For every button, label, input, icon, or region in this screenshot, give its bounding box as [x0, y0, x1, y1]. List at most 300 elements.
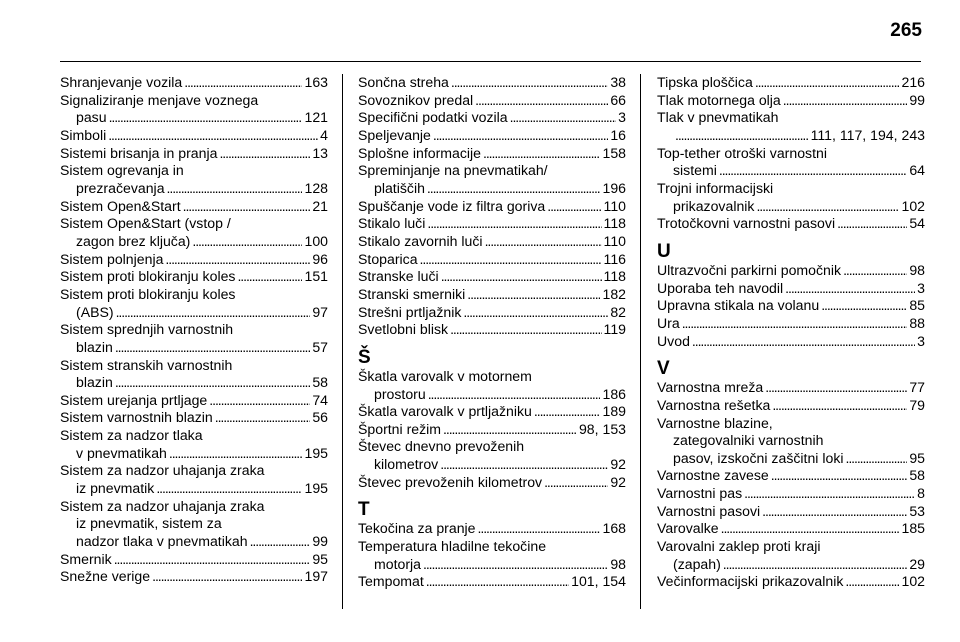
- entry-page-ref: 100: [304, 232, 328, 249]
- index-entry: [657, 397, 925, 415]
- entry-term: v pnevmatikah: [76, 444, 167, 461]
- dot-leader: [721, 520, 900, 538]
- dot-leader: [115, 374, 310, 392]
- dot-leader: [443, 421, 577, 439]
- entry-page-ref: 185: [901, 520, 925, 537]
- page-number: 265: [890, 20, 922, 41]
- entry-term: Sistem proti blokiranju koles: [60, 285, 236, 302]
- entry-line: [358, 538, 626, 556]
- entry-line: [358, 233, 626, 251]
- entry-term: Števec dnevno prevoženih: [358, 438, 525, 455]
- entry-term: Škatla varovalk v prtljažniku: [358, 403, 532, 420]
- index-entry: [657, 503, 925, 521]
- section-letter: U: [657, 240, 671, 262]
- entry-page-ref: 168: [602, 520, 626, 537]
- entry-term: prezračevanja: [76, 179, 165, 196]
- entry-line: [60, 515, 328, 533]
- entry-line: [657, 397, 925, 415]
- entry-line: [358, 74, 626, 92]
- entry-line: [358, 474, 626, 492]
- entry-line: [60, 304, 328, 322]
- entry-line: [657, 215, 925, 233]
- entry-line: [60, 268, 328, 286]
- dot-leader: [692, 333, 915, 351]
- entry-line: [60, 339, 328, 357]
- dot-leader: [114, 551, 311, 569]
- entry-line: [60, 198, 328, 216]
- section-letter: T: [358, 499, 370, 521]
- entry-line: [60, 74, 328, 92]
- entry-page-ref: 151: [304, 268, 328, 285]
- index-entry: [60, 162, 328, 197]
- entry-line: [657, 74, 925, 92]
- entry-line: [657, 538, 925, 556]
- index-entry: [358, 286, 626, 304]
- dot-leader: [772, 397, 907, 415]
- entry-line: [657, 92, 925, 110]
- entry-term: Ultrazvočni parkirni pomočnik: [657, 261, 842, 278]
- entry-term: motorja: [374, 555, 421, 572]
- entry-line: [60, 551, 328, 569]
- entry-term: Sovoznikov predal: [358, 91, 474, 108]
- entry-term: Speljevanje: [358, 126, 431, 143]
- dot-leader: [547, 198, 601, 216]
- dot-leader: [762, 503, 907, 521]
- entry-line: [657, 503, 925, 521]
- entry-line: [657, 162, 925, 180]
- entry-term: Stikalo zavornih luči: [358, 232, 483, 249]
- entry-page-ref: 111, 117, 194, 243: [810, 126, 925, 143]
- entry-term: (zapah): [673, 555, 721, 572]
- entry-line: [657, 556, 925, 574]
- section-letter: Š: [358, 346, 371, 368]
- entry-line: [657, 467, 925, 485]
- entry-page-ref: 95: [312, 550, 328, 567]
- index-entry: [657, 180, 925, 215]
- dot-leader: [440, 456, 608, 474]
- index-entry: [657, 74, 925, 92]
- entry-term: Športni režim: [358, 420, 442, 437]
- entry-term: kilometrov: [374, 456, 439, 473]
- entry-term: Spreminjanje na pnevmatikah/: [358, 162, 548, 179]
- entry-line: [657, 485, 925, 503]
- entry-line: [60, 568, 328, 586]
- entry-term: Varnostne zavese: [657, 467, 769, 484]
- entry-page-ref: 82: [610, 303, 626, 320]
- entry-term: Uporaba teh navodil: [657, 279, 784, 296]
- entry-line: [657, 198, 925, 216]
- entry-term: Sistem Open&Start (vstop /: [60, 215, 231, 232]
- entry-term: zagon brez ključa): [76, 232, 191, 249]
- entry-term: Trojni informacijski: [657, 179, 774, 196]
- entry-line: [60, 145, 328, 163]
- entry-page-ref: 216: [901, 74, 925, 90]
- entry-page-ref: 21: [312, 197, 328, 214]
- entry-page-ref: 186: [602, 385, 626, 402]
- entry-page-ref: 98: [610, 555, 626, 572]
- entry-term: pasu: [76, 109, 107, 126]
- entry-line: [657, 180, 925, 198]
- section-letter: V: [657, 358, 670, 380]
- entry-line: [358, 109, 626, 127]
- dot-leader: [451, 74, 608, 92]
- entry-term: Tipska ploščica: [657, 74, 753, 90]
- index-entry: [657, 538, 925, 573]
- dot-leader: [219, 145, 310, 163]
- dot-leader: [846, 450, 908, 468]
- entry-page-ref: 29: [909, 555, 925, 572]
- index-entry: [657, 573, 925, 591]
- entry-term: Sistemi brisanja in pranja: [60, 144, 218, 161]
- index-entry: [657, 315, 925, 333]
- dot-leader: [845, 573, 899, 591]
- entry-term: Shranjevanje vozila: [60, 74, 183, 90]
- index-entry: [60, 498, 328, 551]
- dot-leader: [184, 74, 302, 92]
- entry-page-ref: 118: [603, 268, 626, 285]
- entry-term: Sistem varnostnih blazin: [60, 409, 213, 426]
- entry-page-ref: 88: [909, 314, 925, 331]
- index-entry: [657, 145, 925, 180]
- entry-term: Signaliziranje menjave voznega: [60, 91, 259, 108]
- entry-page-ref: 128: [304, 179, 328, 196]
- entry-term: Sistem Open&Start: [60, 197, 181, 214]
- entry-line: [358, 198, 626, 216]
- dot-leader: [192, 233, 302, 251]
- entry-line: [60, 374, 328, 392]
- dot-leader: [183, 198, 311, 216]
- entry-page-ref: 3: [618, 109, 626, 126]
- entry-term: Varnostna mreža: [657, 379, 764, 396]
- entry-line: [358, 92, 626, 110]
- index-column-3: [657, 74, 925, 591]
- index-entry: [358, 538, 626, 573]
- entry-term: Varnostni pas: [657, 485, 743, 502]
- entry-line: [358, 321, 626, 339]
- entry-page-ref: 66: [610, 91, 626, 108]
- index-entry: [657, 415, 925, 468]
- entry-line: [657, 109, 925, 127]
- entry-page-ref: 54: [909, 215, 925, 232]
- entry-term: Snežne verige: [60, 568, 151, 585]
- dot-leader: [450, 321, 601, 339]
- entry-page-ref: 92: [610, 456, 626, 473]
- index-entry: [60, 357, 328, 392]
- entry-term: Smernik: [60, 550, 112, 567]
- dot-leader: [427, 180, 601, 198]
- entry-page-ref: 95: [909, 449, 925, 466]
- dot-leader: [237, 268, 302, 286]
- entry-term: blazin: [76, 374, 113, 391]
- index-entry: [358, 215, 626, 233]
- entry-page-ref: 195: [304, 444, 328, 461]
- entry-page-ref: 16: [610, 126, 626, 143]
- index-entry: [60, 198, 328, 216]
- dot-leader: [463, 304, 608, 322]
- entry-page-ref: 57: [312, 338, 328, 355]
- entry-page-ref: 3: [917, 279, 925, 296]
- dot-leader: [441, 268, 602, 286]
- dot-leader: [109, 109, 303, 127]
- index-entry: [657, 262, 925, 280]
- entry-term: Sistem za nadzor tlaka: [60, 427, 203, 444]
- entry-line: [60, 286, 328, 304]
- entry-term: Tempomat: [358, 573, 424, 590]
- index-entry: [358, 421, 626, 439]
- index-entry: [657, 520, 925, 538]
- entry-term: Sistem stranskih varnostnih: [60, 356, 233, 373]
- entry-term: Stranski smerniki: [358, 285, 466, 302]
- entry-page-ref: 110: [603, 197, 626, 214]
- dot-leader: [475, 92, 608, 110]
- entry-term: Splošne informacije: [358, 144, 481, 161]
- index-entry: [60, 215, 328, 250]
- entry-term: Stikalo luči: [358, 215, 426, 232]
- entry-line: [657, 315, 925, 333]
- entry-term: iz pnevmatik: [76, 480, 155, 497]
- entry-page-ref: 92: [610, 473, 626, 490]
- index-entry: [358, 251, 626, 269]
- entry-line: [60, 357, 328, 375]
- index-entry: [60, 127, 328, 145]
- entry-term: Sistem sprednjih varnostnih: [60, 321, 234, 338]
- index-entry: [657, 485, 925, 503]
- entry-page-ref: 99: [312, 533, 328, 550]
- dot-leader: [433, 127, 608, 145]
- index-entry: [358, 573, 626, 591]
- entry-line: [657, 297, 925, 315]
- entry-term: Temperatura hladilne tekočine: [358, 538, 547, 555]
- column-divider: [342, 74, 343, 609]
- header-rule: [60, 61, 921, 62]
- entry-page-ref: 85: [909, 297, 925, 314]
- entry-term: pasov, izskočni zaščitni loki: [673, 449, 844, 466]
- entry-line: [358, 145, 626, 163]
- entry-line: [657, 145, 925, 163]
- entry-line: [657, 379, 925, 397]
- entry-page-ref: 110: [603, 232, 626, 249]
- entry-line: [60, 409, 328, 427]
- entry-line: [657, 415, 925, 433]
- entry-line: [60, 233, 328, 251]
- entry-term: Strešni prtljažnik: [358, 303, 462, 320]
- entry-line: [358, 215, 626, 233]
- entry-line: [60, 251, 328, 269]
- entry-term: platiščih: [374, 179, 425, 196]
- entry-line: [60, 480, 328, 498]
- index-entry: [358, 304, 626, 322]
- entry-page-ref: 182: [602, 285, 626, 302]
- entry-page-ref: 64: [909, 162, 925, 179]
- entry-term: Sistem ogrevanja in: [60, 162, 184, 179]
- index-entry: [60, 568, 328, 586]
- index-entry: [358, 474, 626, 492]
- entry-term: Stranske luči: [358, 268, 439, 285]
- index-entry: [657, 215, 925, 233]
- entry-line: [657, 450, 925, 468]
- entry-term: zategovalniki varnostnih: [673, 432, 824, 449]
- entry-term: Ura: [657, 314, 680, 331]
- index-entry: [657, 92, 925, 110]
- entry-line: [657, 280, 925, 298]
- column-divider: [640, 74, 641, 609]
- dot-leader: [250, 533, 311, 551]
- entry-line: [358, 386, 626, 404]
- entry-term: Varnostne blazine,: [657, 414, 773, 431]
- entry-page-ref: 79: [909, 396, 925, 413]
- entry-term: blazin: [76, 338, 113, 355]
- index-entry: [358, 162, 626, 197]
- index-entry: [60, 74, 328, 92]
- dot-leader: [467, 286, 600, 304]
- entry-term: Škatla varovalk v motornem: [358, 367, 532, 384]
- entry-page-ref: 101, 154: [571, 573, 626, 590]
- entry-line: [358, 403, 626, 421]
- index-entry: [60, 92, 328, 127]
- entry-line: [358, 438, 626, 456]
- dot-leader: [478, 520, 601, 538]
- index-entry: [358, 368, 626, 403]
- entry-line: [60, 109, 328, 127]
- index-entry: [358, 268, 626, 286]
- index-entry: [657, 379, 925, 397]
- entry-term: prostoru: [374, 385, 426, 402]
- entry-page-ref: 118: [603, 215, 626, 232]
- dot-leader: [423, 556, 608, 574]
- entry-page-ref: 158: [602, 144, 626, 161]
- index-entry: [358, 92, 626, 110]
- entry-line: [358, 421, 626, 439]
- dot-leader: [115, 339, 310, 357]
- entry-line: [60, 392, 328, 410]
- index-entry: [60, 268, 328, 286]
- dot-leader: [108, 127, 318, 145]
- entry-line: [358, 251, 626, 269]
- entry-term: Spuščanje vode iz filtra goriva: [358, 197, 546, 214]
- index-entry: [657, 280, 925, 298]
- entry-line: [657, 573, 925, 591]
- dot-leader: [771, 467, 908, 485]
- dot-leader: [209, 392, 310, 410]
- entry-page-ref: 4: [320, 126, 328, 143]
- index-entry: [60, 145, 328, 163]
- entry-line: [60, 321, 328, 339]
- entry-line: [657, 262, 925, 280]
- entry-page-ref: 58: [909, 467, 925, 484]
- dot-leader: [675, 127, 809, 145]
- entry-term: Upravna stikala na volanu: [657, 297, 820, 314]
- dot-leader: [426, 573, 569, 591]
- dot-leader: [755, 74, 900, 92]
- entry-line: [657, 333, 925, 351]
- entry-page-ref: 197: [304, 568, 328, 585]
- entry-line: [60, 533, 328, 551]
- entry-term: Varovalke: [657, 520, 719, 537]
- index-entry: [358, 321, 626, 339]
- entry-page-ref: 98: [909, 261, 925, 278]
- entry-page-ref: 189: [602, 403, 626, 420]
- entry-line: [358, 162, 626, 180]
- entry-term: Sončna streha: [358, 74, 449, 90]
- entry-page-ref: 58: [312, 374, 328, 391]
- dot-leader: [544, 474, 608, 492]
- entry-term: Sistem polnjenja: [60, 250, 164, 267]
- dot-leader: [843, 262, 907, 280]
- entry-term: Varnostni pasovi: [657, 502, 761, 519]
- dot-leader: [485, 233, 602, 251]
- dot-leader: [783, 92, 908, 110]
- dot-leader: [483, 145, 600, 163]
- index-entry: [60, 462, 328, 497]
- entry-term: Sistem za nadzor uhajanja zraka: [60, 462, 265, 479]
- entry-term: Simboli: [60, 126, 107, 143]
- entry-term: Varovalni zaklep proti kraji: [657, 538, 821, 555]
- index-entry: [60, 286, 328, 321]
- dot-leader: [427, 215, 601, 233]
- entry-line: [657, 127, 925, 145]
- dot-leader: [837, 215, 907, 233]
- entry-term: Sistem urejanja prtljage: [60, 391, 208, 408]
- entry-page-ref: 8: [917, 485, 925, 502]
- dot-leader: [116, 304, 311, 322]
- entry-line: [657, 520, 925, 538]
- entry-line: [358, 286, 626, 304]
- entry-page-ref: 195: [304, 480, 328, 497]
- entry-line: [358, 456, 626, 474]
- dot-leader: [534, 403, 601, 421]
- entry-term: sistemi: [673, 162, 717, 179]
- dot-leader: [420, 251, 602, 269]
- index-entry: [60, 321, 328, 356]
- entry-page-ref: 74: [312, 391, 328, 408]
- entry-line: [657, 432, 925, 450]
- entry-page-ref: 102: [901, 197, 925, 214]
- entry-term: Tlak v pnevmatikah: [657, 109, 779, 126]
- entry-line: [60, 92, 328, 110]
- dot-leader: [744, 485, 915, 503]
- entry-line: [358, 127, 626, 145]
- index-entry: [358, 198, 626, 216]
- index-column-1: [60, 74, 328, 586]
- index-entry: [60, 251, 328, 269]
- dot-leader: [719, 162, 907, 180]
- entry-term: Top-tether otroški varnostni: [657, 144, 827, 161]
- dot-leader: [169, 445, 303, 463]
- entry-line: [358, 520, 626, 538]
- index-entry: [358, 403, 626, 421]
- entry-line: [60, 427, 328, 445]
- dot-leader: [682, 315, 908, 333]
- index-entry: [358, 127, 626, 145]
- entry-page-ref: 119: [603, 321, 626, 338]
- entry-page-ref: 196: [602, 179, 626, 196]
- index-entry: [358, 520, 626, 538]
- dot-leader: [152, 568, 302, 586]
- index-entry: [60, 409, 328, 427]
- entry-page-ref: 116: [603, 250, 626, 267]
- index-entry: [358, 145, 626, 163]
- index-entry: [358, 233, 626, 251]
- entry-term: Sistem proti blokiranju koles: [60, 268, 236, 285]
- entry-term: (ABS): [76, 303, 114, 320]
- index-entry: [358, 438, 626, 473]
- entry-term: Svetlobni blisk: [358, 321, 449, 338]
- entry-term: Varnostna rešetka: [657, 396, 771, 413]
- dot-leader: [428, 386, 601, 404]
- entry-page-ref: 3: [917, 332, 925, 349]
- index-entry: [60, 551, 328, 569]
- entry-line: [60, 180, 328, 198]
